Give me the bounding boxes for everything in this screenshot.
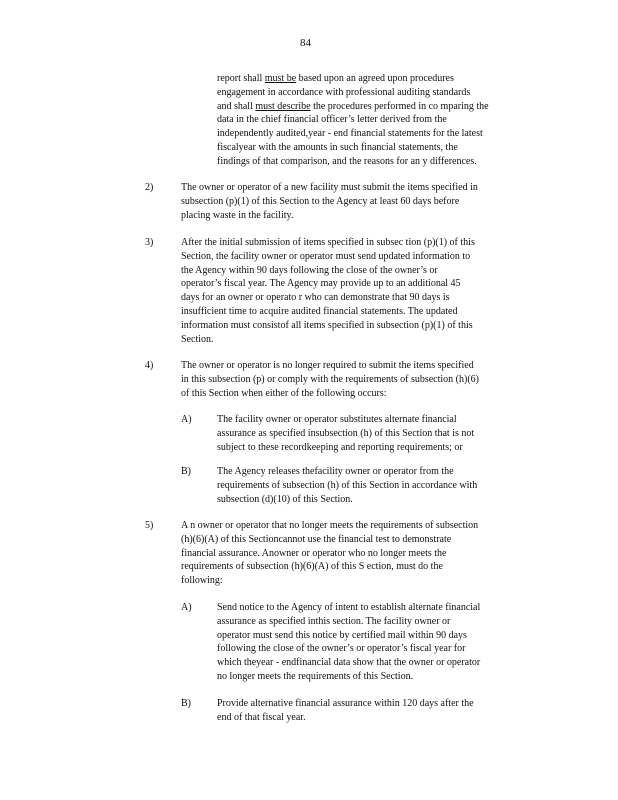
text-line: fiscalyear with the amounts in such financial statements, the [217,141,458,153]
continuation-paragraph [217,72,543,169]
page-number: 84 [300,37,311,49]
text-line: independently audited,year - end financial statements for the latest [217,128,483,140]
sub-item-text: Send notice to the Agency of intent to establish alternate financial assurance as specified inthis section. The facility owner or operator must send this notice by certified mail within 90 days following the close of the owner’s or operator’s fiscal year for which theyear - endfinancial data show that the owner or operator no longer meets the requirements of this Section. [217,602,481,682]
item-number: 5) [145,520,154,531]
text-line: engagement in accordance with professional auditing standards [217,86,471,98]
sub-item-letter: B) [181,466,191,477]
sub-item-letter: A) [181,414,192,425]
sub-item-text: Provide alternative financial assurance within 120 days after the end of that fiscal year. [217,698,474,723]
text-line: and shall must describe the procedures performed in co mparing the [217,100,489,112]
struck-text: must be [264,73,297,84]
text-line: data in the chief financial officer’s letter derived from the [217,114,447,126]
item-number: 4) [145,360,154,371]
item-text: A n owner or operator that no longer meets the requirements of subsection (h)(6)(A) of this Sectioncannot use the financial test to demonstrate financial assurance. Anowner or operator who no longer meets the requirements of subsection (h)(6)(A) of this S ection, must do the following: [181,520,479,587]
item-text: The owner or operator of a new facility must submit the items specified in subsection (p)(1) of this Section to the Agency at least 60 days before placing waste in the facility. [181,182,478,221]
item-number: 3) [145,237,154,248]
item-text: After the initial submission of items specified in subsec tion (p)(1) of this Section, the facility owner or operator must send updated information to the Agency within 90 days following the close of the owner’s or operator’s fiscal year. The Agency may provide up to an additional 45 days for an owner or operato r who can demonstrate that 90 days is insufficient time to acquire audited financial statements. The updated information must consistof all items specified in subsection (p)(1) of this Section. [181,237,475,345]
struck-text: must describe [255,100,311,112]
text-line: report shall must be based upon an agreed upon procedures [217,73,454,84]
sub-item-text: The facility owner or operator substitutes alternate financial assurance as specified insubsection (h) of this Section that is not subject to these recordkeeping and reporting requirements; or [217,414,475,453]
item-number: 2) [145,182,154,193]
sub-item-letter: A) [181,602,192,613]
text-line: findings of that comparison, and the reasons for an y differences. [217,155,477,167]
sub-item-letter: B) [181,698,191,709]
sub-item-text: The Agency releases thefacility owner or operator from the requirements of subsection (h) of this Section in accordance with subsection (d)(10) of this Section. [217,466,478,505]
item-text: The owner or operator is no longer required to submit the items specified in this subsection (p) or comply with the requirements of subsection (h)(6) of this Section when either of the following occurs: [181,360,479,399]
